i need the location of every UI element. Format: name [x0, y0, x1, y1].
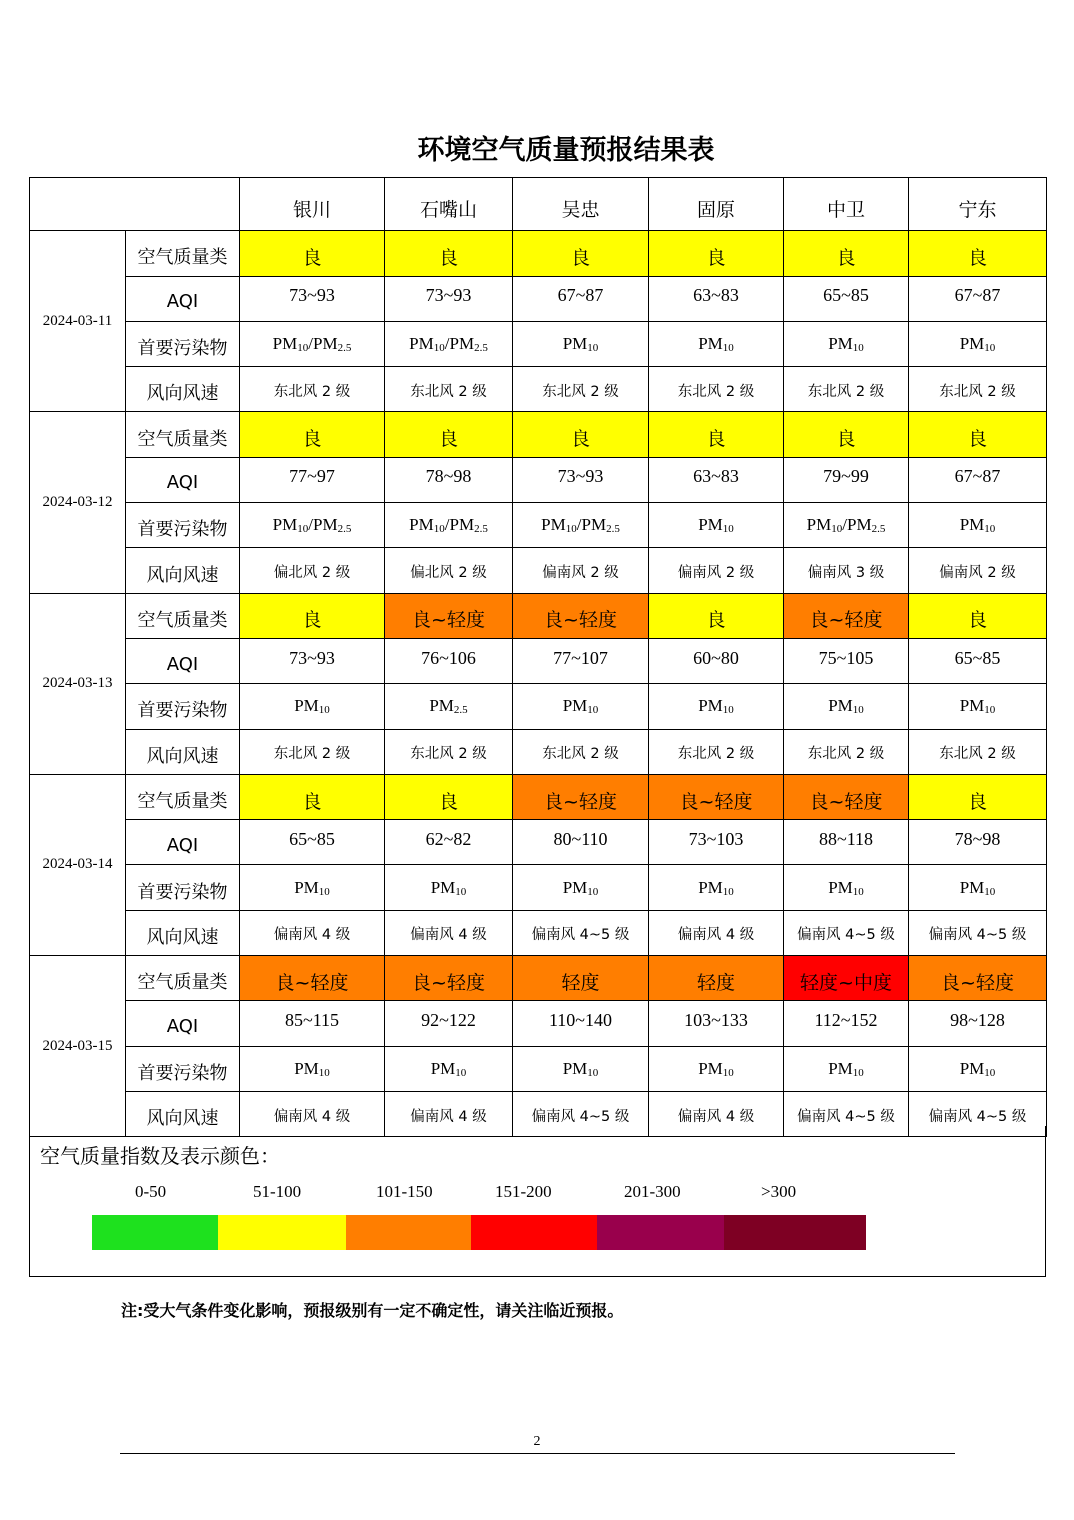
pollutant-cell: $PM_{10}$	[649, 684, 784, 729]
aqi-cell-text: 73~93	[425, 285, 472, 306]
pollutant-cell: $PM_{10}$	[909, 503, 1047, 548]
table-row	[30, 729, 1047, 774]
air-quality-cell	[513, 412, 649, 457]
legend-range-label: >300	[761, 1182, 797, 1201]
row-label	[126, 774, 240, 819]
wind-cell	[649, 548, 784, 593]
aqi-cell-text: 63~83	[693, 285, 739, 306]
wind-cell-text: 东北风 2 级	[807, 383, 885, 400]
aqi-cell	[909, 820, 1047, 865]
air-quality-cell	[240, 412, 385, 457]
legend-range-label: 151-200	[495, 1182, 552, 1201]
wind-cell-text: 东北风 2 级	[273, 383, 351, 400]
air-quality-cell-text: 良	[570, 246, 590, 269]
aqi-cell-text: 88~118	[818, 828, 874, 849]
pollutant-cell: $PM_{10}$	[649, 503, 784, 548]
row-label	[126, 729, 240, 774]
table-row	[30, 1046, 1047, 1091]
air-quality-cell	[385, 593, 513, 638]
wind-cell-text: 偏北风 2 级	[410, 565, 487, 582]
wind-cell	[513, 729, 649, 774]
aqi-cell	[240, 820, 385, 865]
air-quality-cell-text: 良~轻度	[544, 790, 617, 813]
aqi-cell	[649, 457, 784, 502]
table-row	[30, 276, 1047, 321]
wind-cell-text: 偏南风 4 级	[273, 927, 351, 944]
aqi-cell-text: 78~98	[954, 828, 1001, 849]
legend-range-label: 101-150	[376, 1182, 433, 1201]
aqi-cell	[909, 1001, 1047, 1046]
air-quality-cell	[385, 956, 513, 1001]
air-quality-cell-text: 良~轻度	[809, 790, 883, 813]
aqi-cell	[909, 276, 1047, 321]
aqi-cell-text: 85~115	[284, 1009, 340, 1030]
air-quality-cell	[240, 956, 385, 1001]
table-row	[30, 865, 1047, 910]
air-quality-cell-text: 轻度	[696, 971, 735, 994]
aqi-cell-text: 75~105	[818, 647, 874, 668]
footer-divider	[120, 1453, 955, 1454]
forecast-table	[29, 177, 1047, 1137]
air-quality-cell	[649, 774, 784, 819]
legend-range-label: 0-50	[135, 1182, 167, 1201]
air-quality-cell-text: 良	[438, 246, 458, 269]
wind-cell-text: 东北风 2 级	[273, 746, 351, 763]
table-row	[30, 412, 1047, 457]
wind-cell	[909, 910, 1047, 955]
air-quality-cell	[784, 231, 909, 276]
aqi-cell-text: 65~85	[954, 647, 1001, 668]
wind-cell-text: 东北风 2 级	[939, 746, 1016, 763]
air-quality-cell	[385, 231, 513, 276]
table-row	[30, 457, 1047, 502]
wind-cell	[649, 367, 784, 412]
wind-cell	[240, 729, 385, 774]
row-label-text: 空气质量类	[137, 247, 228, 269]
table-row	[30, 503, 1047, 548]
aqi-cell	[240, 1001, 385, 1046]
aqi-cell	[385, 457, 513, 502]
pollutant-cell: $PM_{10}$	[385, 1046, 513, 1091]
wind-cell	[784, 910, 909, 955]
air-quality-cell	[385, 412, 513, 457]
aqi-cell	[649, 820, 784, 865]
air-quality-cell-text: 良~轻度	[941, 971, 1014, 994]
wind-cell-text: 偏北风 2 级	[273, 565, 351, 582]
wind-cell	[784, 367, 909, 412]
wind-cell	[240, 910, 385, 955]
air-quality-cell-text: 良	[836, 428, 856, 451]
wind-cell-text: 东北风 2 级	[807, 746, 885, 763]
aqi-cell-text: 77~107	[553, 647, 608, 668]
row-label-text: AQI	[166, 472, 199, 494]
air-quality-cell-text: 良	[706, 428, 726, 451]
air-quality-cell	[784, 774, 909, 819]
air-quality-cell	[649, 412, 784, 457]
wind-cell	[909, 367, 1047, 412]
air-quality-cell-text: 轻度~中度	[800, 971, 892, 994]
air-quality-cell	[240, 593, 385, 638]
city-header: 中卫	[784, 178, 909, 231]
aqi-cell-text: 60~80	[693, 647, 739, 668]
air-quality-cell	[513, 231, 649, 276]
city-header-row	[30, 178, 1047, 231]
wind-cell-text: 偏南风 4 级	[273, 1108, 351, 1125]
air-quality-cell	[909, 774, 1047, 819]
wind-cell	[385, 729, 513, 774]
pollutant-cell: $PM_{10}/PM_{2.5}$	[513, 503, 649, 548]
air-quality-cell	[513, 593, 649, 638]
aqi-cell-text: 62~82	[425, 828, 472, 849]
wind-cell	[385, 548, 513, 593]
wind-cell	[909, 729, 1047, 774]
air-quality-cell-text: 良~轻度	[544, 609, 617, 632]
header-corner	[30, 178, 240, 231]
row-label-text: 风向风速	[146, 1108, 219, 1130]
air-quality-cell	[909, 593, 1047, 638]
air-quality-cell	[909, 956, 1047, 1001]
wind-cell	[513, 910, 649, 955]
pollutant-cell: $PM_{10}/PM_{2.5}$	[240, 503, 385, 548]
table-row	[30, 820, 1047, 865]
table-row	[30, 684, 1047, 729]
aqi-cell-text: 76~106	[421, 647, 476, 668]
wind-cell	[385, 367, 513, 412]
row-label	[126, 321, 240, 366]
aqi-cell-text: 73~93	[289, 285, 335, 306]
wind-cell-text: 东北风 2 级	[677, 746, 755, 763]
aqi-cell	[784, 276, 909, 321]
wind-cell-text: 东北风 2 级	[677, 383, 755, 400]
wind-cell	[240, 548, 385, 593]
aqi-cell-text: 73~103	[688, 828, 744, 849]
wind-cell	[909, 548, 1047, 593]
row-label	[126, 820, 240, 865]
aqi-cell	[240, 457, 385, 502]
table-row	[30, 910, 1047, 955]
aqi-cell-text: 63~83	[693, 466, 739, 487]
row-label-text: 空气质量类	[137, 609, 228, 631]
aqi-cell	[909, 457, 1047, 502]
footnote: 注:受大气条件变化影响，预报级别有一定不确定性，请关注临近预报。	[121, 1301, 624, 1320]
pollutant-cell: $PM_{10}$	[385, 865, 513, 910]
wind-cell	[784, 729, 909, 774]
wind-cell	[513, 367, 649, 412]
air-quality-cell-text: 良	[967, 609, 987, 632]
air-quality-cell	[240, 774, 385, 819]
aqi-cell	[240, 638, 385, 683]
row-label-text: AQI	[166, 1015, 199, 1037]
city-header: 吴忠	[513, 178, 649, 231]
aqi-cell-text: 103~133	[684, 1009, 748, 1030]
air-quality-cell-text: 良	[570, 428, 590, 451]
air-quality-cell-text: 良	[706, 609, 726, 632]
air-quality-cell	[385, 774, 513, 819]
wind-cell	[649, 729, 784, 774]
aqi-cell	[649, 638, 784, 683]
row-label	[126, 503, 240, 548]
wind-cell-text: 东北风 2 级	[410, 746, 487, 763]
aqi-cell-text: 80~110	[553, 828, 608, 849]
legend-color-swatch	[724, 1215, 866, 1250]
row-label-text: 首要污染物	[137, 338, 228, 360]
row-label	[126, 457, 240, 502]
aqi-cell-text: 73~93	[289, 647, 335, 668]
aqi-cell	[385, 638, 513, 683]
pollutant-cell: $PM_{10}$	[240, 1046, 385, 1091]
row-label	[126, 593, 240, 638]
wind-cell-text: 偏南风 4 级	[410, 1108, 487, 1125]
air-quality-cell	[513, 774, 649, 819]
legend-color-swatch	[346, 1215, 471, 1250]
row-label-text: 风向风速	[146, 564, 219, 586]
aqi-cell	[513, 1001, 649, 1046]
wind-cell-text: 偏南风 4 级	[677, 1108, 755, 1125]
aqi-cell	[784, 1001, 909, 1046]
air-quality-cell-text: 良	[302, 246, 322, 269]
table-row	[30, 956, 1047, 1001]
air-quality-cell-text: 良	[836, 246, 856, 269]
row-label-text: 首要污染物	[137, 1062, 228, 1084]
row-label-text: AQI	[166, 291, 199, 313]
row-label	[126, 231, 240, 276]
row-label	[126, 276, 240, 321]
pollutant-cell: $PM_{10}$	[649, 865, 784, 910]
wind-cell-text: 偏南风 4~5 级	[928, 1108, 1027, 1125]
air-quality-cell-text: 良~轻度	[412, 971, 485, 994]
air-quality-cell-text: 良	[302, 609, 322, 632]
table-row	[30, 231, 1047, 276]
wind-cell-text: 偏南风 2 级	[939, 565, 1016, 582]
pollutant-cell: $PM_{10}/PM_{2.5}$	[784, 503, 909, 548]
pollutant-cell: $PM_{10}/PM_{2.5}$	[385, 503, 513, 548]
wind-cell-text: 东北风 2 级	[542, 746, 619, 763]
pollutant-cell: $PM_{10}$	[649, 1046, 784, 1091]
aqi-cell	[784, 457, 909, 502]
pollutant-cell: $PM_{10}$	[513, 321, 649, 366]
air-quality-cell-text: 良	[967, 246, 987, 269]
pollutant-cell: $PM_{10}$	[909, 321, 1047, 366]
pollutant-cell: $PM_{10}$	[649, 321, 784, 366]
page-title: 环境空气质量预报结果表	[417, 135, 715, 166]
table-row	[30, 548, 1047, 593]
wind-cell	[784, 548, 909, 593]
row-label-text: AQI	[166, 834, 199, 856]
air-quality-cell-text: 良	[706, 246, 726, 269]
aqi-cell	[649, 276, 784, 321]
row-label-text: 风向风速	[146, 745, 219, 767]
aqi-cell	[909, 638, 1047, 683]
aqi-cell-text: 65~85	[289, 828, 335, 849]
aqi-cell	[649, 1001, 784, 1046]
row-label	[126, 638, 240, 683]
date-cell: 2024-03-11	[30, 231, 126, 412]
wind-cell-text: 东北风 2 级	[410, 383, 487, 400]
wind-cell-text: 偏南风 4~5 级	[797, 927, 895, 944]
pollutant-cell: $PM_{2.5}$	[385, 684, 513, 729]
pollutant-cell: $PM_{10}$	[513, 684, 649, 729]
air-quality-cell-text: 良~轻度	[275, 971, 349, 994]
aqi-cell	[385, 820, 513, 865]
legend-title: 空气质量指数及表示颜色：	[40, 1144, 280, 1168]
pollutant-cell: $PM_{10}$	[784, 865, 909, 910]
pollutant-cell: $PM_{10}$	[784, 321, 909, 366]
row-label	[126, 910, 240, 955]
air-quality-cell-text: 良~轻度	[809, 609, 883, 632]
aqi-cell-text: 73~93	[557, 466, 604, 487]
city-header: 银川	[240, 178, 385, 231]
wind-cell-text: 偏南风 4~5 级	[797, 1108, 895, 1125]
date-cell: 2024-03-13	[30, 593, 126, 774]
table-row	[30, 638, 1047, 683]
air-quality-cell-text: 良	[967, 790, 987, 813]
pollutant-cell: $PM_{10}$	[240, 865, 385, 910]
aqi-cell	[385, 276, 513, 321]
date-cell: 2024-03-12	[30, 412, 126, 593]
row-label-text: AQI	[166, 653, 199, 675]
aqi-legend	[29, 1126, 1046, 1277]
row-label	[126, 1046, 240, 1091]
air-quality-cell-text: 良	[438, 428, 458, 451]
aqi-cell-text: 67~87	[557, 285, 604, 306]
city-header: 石嘴山	[385, 178, 513, 231]
aqi-cell-text: 92~122	[421, 1009, 476, 1030]
date-cell: 2024-03-15	[30, 956, 126, 1137]
air-quality-cell-text: 良	[967, 428, 987, 451]
air-quality-cell	[649, 231, 784, 276]
row-label	[126, 548, 240, 593]
legend-range-label: 51-100	[253, 1182, 302, 1201]
table-row	[30, 367, 1047, 412]
air-quality-cell	[649, 956, 784, 1001]
aqi-cell-text: 110~140	[548, 1009, 613, 1030]
row-label-text: 首要污染物	[137, 700, 228, 722]
legend-color-swatch	[92, 1215, 218, 1250]
aqi-cell-text: 78~98	[425, 466, 472, 487]
air-quality-cell	[909, 412, 1047, 457]
air-quality-cell	[784, 956, 909, 1001]
aqi-cell	[513, 820, 649, 865]
date-cell: 2024-03-14	[30, 774, 126, 955]
wind-cell-text: 偏南风 4~5 级	[531, 1108, 630, 1125]
legend-color-swatch	[471, 1215, 597, 1250]
wind-cell-text: 偏南风 3 级	[807, 565, 885, 582]
air-quality-cell	[784, 412, 909, 457]
wind-cell	[649, 910, 784, 955]
aqi-cell	[513, 457, 649, 502]
row-label	[126, 1001, 240, 1046]
row-label-text: 空气质量类	[137, 972, 228, 994]
aqi-cell-text: 67~87	[954, 466, 1001, 487]
aqi-cell-text: 65~85	[823, 285, 869, 306]
row-label	[126, 865, 240, 910]
row-label	[126, 956, 240, 1001]
air-quality-cell-text: 良	[302, 428, 322, 451]
aqi-cell-text: 77~97	[289, 466, 335, 487]
row-label-text: 首要污染物	[137, 519, 228, 541]
pollutant-cell: $PM_{10}$	[909, 684, 1047, 729]
table-row	[30, 774, 1047, 819]
pollutant-cell: $PM_{10}$	[513, 865, 649, 910]
aqi-cell	[513, 276, 649, 321]
wind-cell-text: 东北风 2 级	[939, 383, 1016, 400]
row-label-text: 首要污染物	[137, 881, 228, 903]
pollutant-cell: $PM_{10}$	[240, 684, 385, 729]
air-quality-cell	[513, 956, 649, 1001]
wind-cell	[385, 910, 513, 955]
air-quality-cell	[240, 231, 385, 276]
city-header: 固原	[649, 178, 784, 231]
wind-cell-text: 偏南风 4~5 级	[928, 927, 1027, 944]
wind-cell-text: 偏南风 2 级	[677, 565, 755, 582]
air-quality-cell	[649, 593, 784, 638]
wind-cell-text: 东北风 2 级	[542, 383, 619, 400]
row-label	[126, 367, 240, 412]
aqi-cell-text: 67~87	[954, 285, 1001, 306]
air-quality-cell	[909, 231, 1047, 276]
aqi-cell	[784, 638, 909, 683]
row-label-text: 风向风速	[146, 926, 219, 948]
row-label-text: 空气质量类	[137, 791, 228, 812]
wind-cell	[513, 548, 649, 593]
legend-color-swatch	[597, 1215, 724, 1250]
city-header: 宁东	[909, 178, 1047, 231]
air-quality-cell	[784, 593, 909, 638]
wind-cell-text: 偏南风 4 级	[410, 927, 487, 944]
wind-cell-text: 偏南风 4~5 级	[531, 927, 630, 944]
pollutant-cell: $PM_{10}$	[784, 1046, 909, 1091]
pollutant-cell: $PM_{10}$	[909, 865, 1047, 910]
wind-cell	[240, 367, 385, 412]
page-number: 2	[533, 1434, 541, 1449]
air-quality-cell-text: 良	[302, 790, 322, 813]
pollutant-cell: $PM_{10}$	[513, 1046, 649, 1091]
table-row	[30, 593, 1047, 638]
pollutant-cell: $PM_{10}/PM_{2.5}$	[385, 321, 513, 366]
aqi-cell	[385, 1001, 513, 1046]
row-label	[126, 684, 240, 729]
wind-cell-text: 偏南风 4 级	[677, 927, 755, 944]
air-quality-cell-text: 良~轻度	[679, 790, 753, 813]
aqi-cell-text: 79~99	[823, 466, 869, 487]
table-row	[30, 1001, 1047, 1046]
air-quality-cell-text: 良	[438, 790, 458, 813]
air-quality-cell-text: 良~轻度	[412, 609, 485, 632]
aqi-cell	[513, 638, 649, 683]
wind-cell-text: 偏南风 2 级	[542, 565, 619, 582]
pollutant-cell: $PM_{10}$	[784, 684, 909, 729]
aqi-cell-text: 112~152	[814, 1009, 878, 1030]
legend-color-swatch	[218, 1215, 346, 1250]
air-quality-cell-text: 轻度	[561, 971, 600, 994]
row-label-text: 空气质量类	[137, 428, 228, 450]
pollutant-cell: $PM_{10}/PM_{2.5}$	[240, 321, 385, 366]
row-label-text: 风向风速	[146, 383, 219, 405]
aqi-cell-text: 98~128	[950, 1009, 1005, 1030]
aqi-cell	[240, 276, 385, 321]
aqi-cell	[784, 820, 909, 865]
legend-range-label: 201-300	[624, 1182, 681, 1201]
table-row	[30, 321, 1047, 366]
pollutant-cell: $PM_{10}$	[909, 1046, 1047, 1091]
row-label	[126, 412, 240, 457]
